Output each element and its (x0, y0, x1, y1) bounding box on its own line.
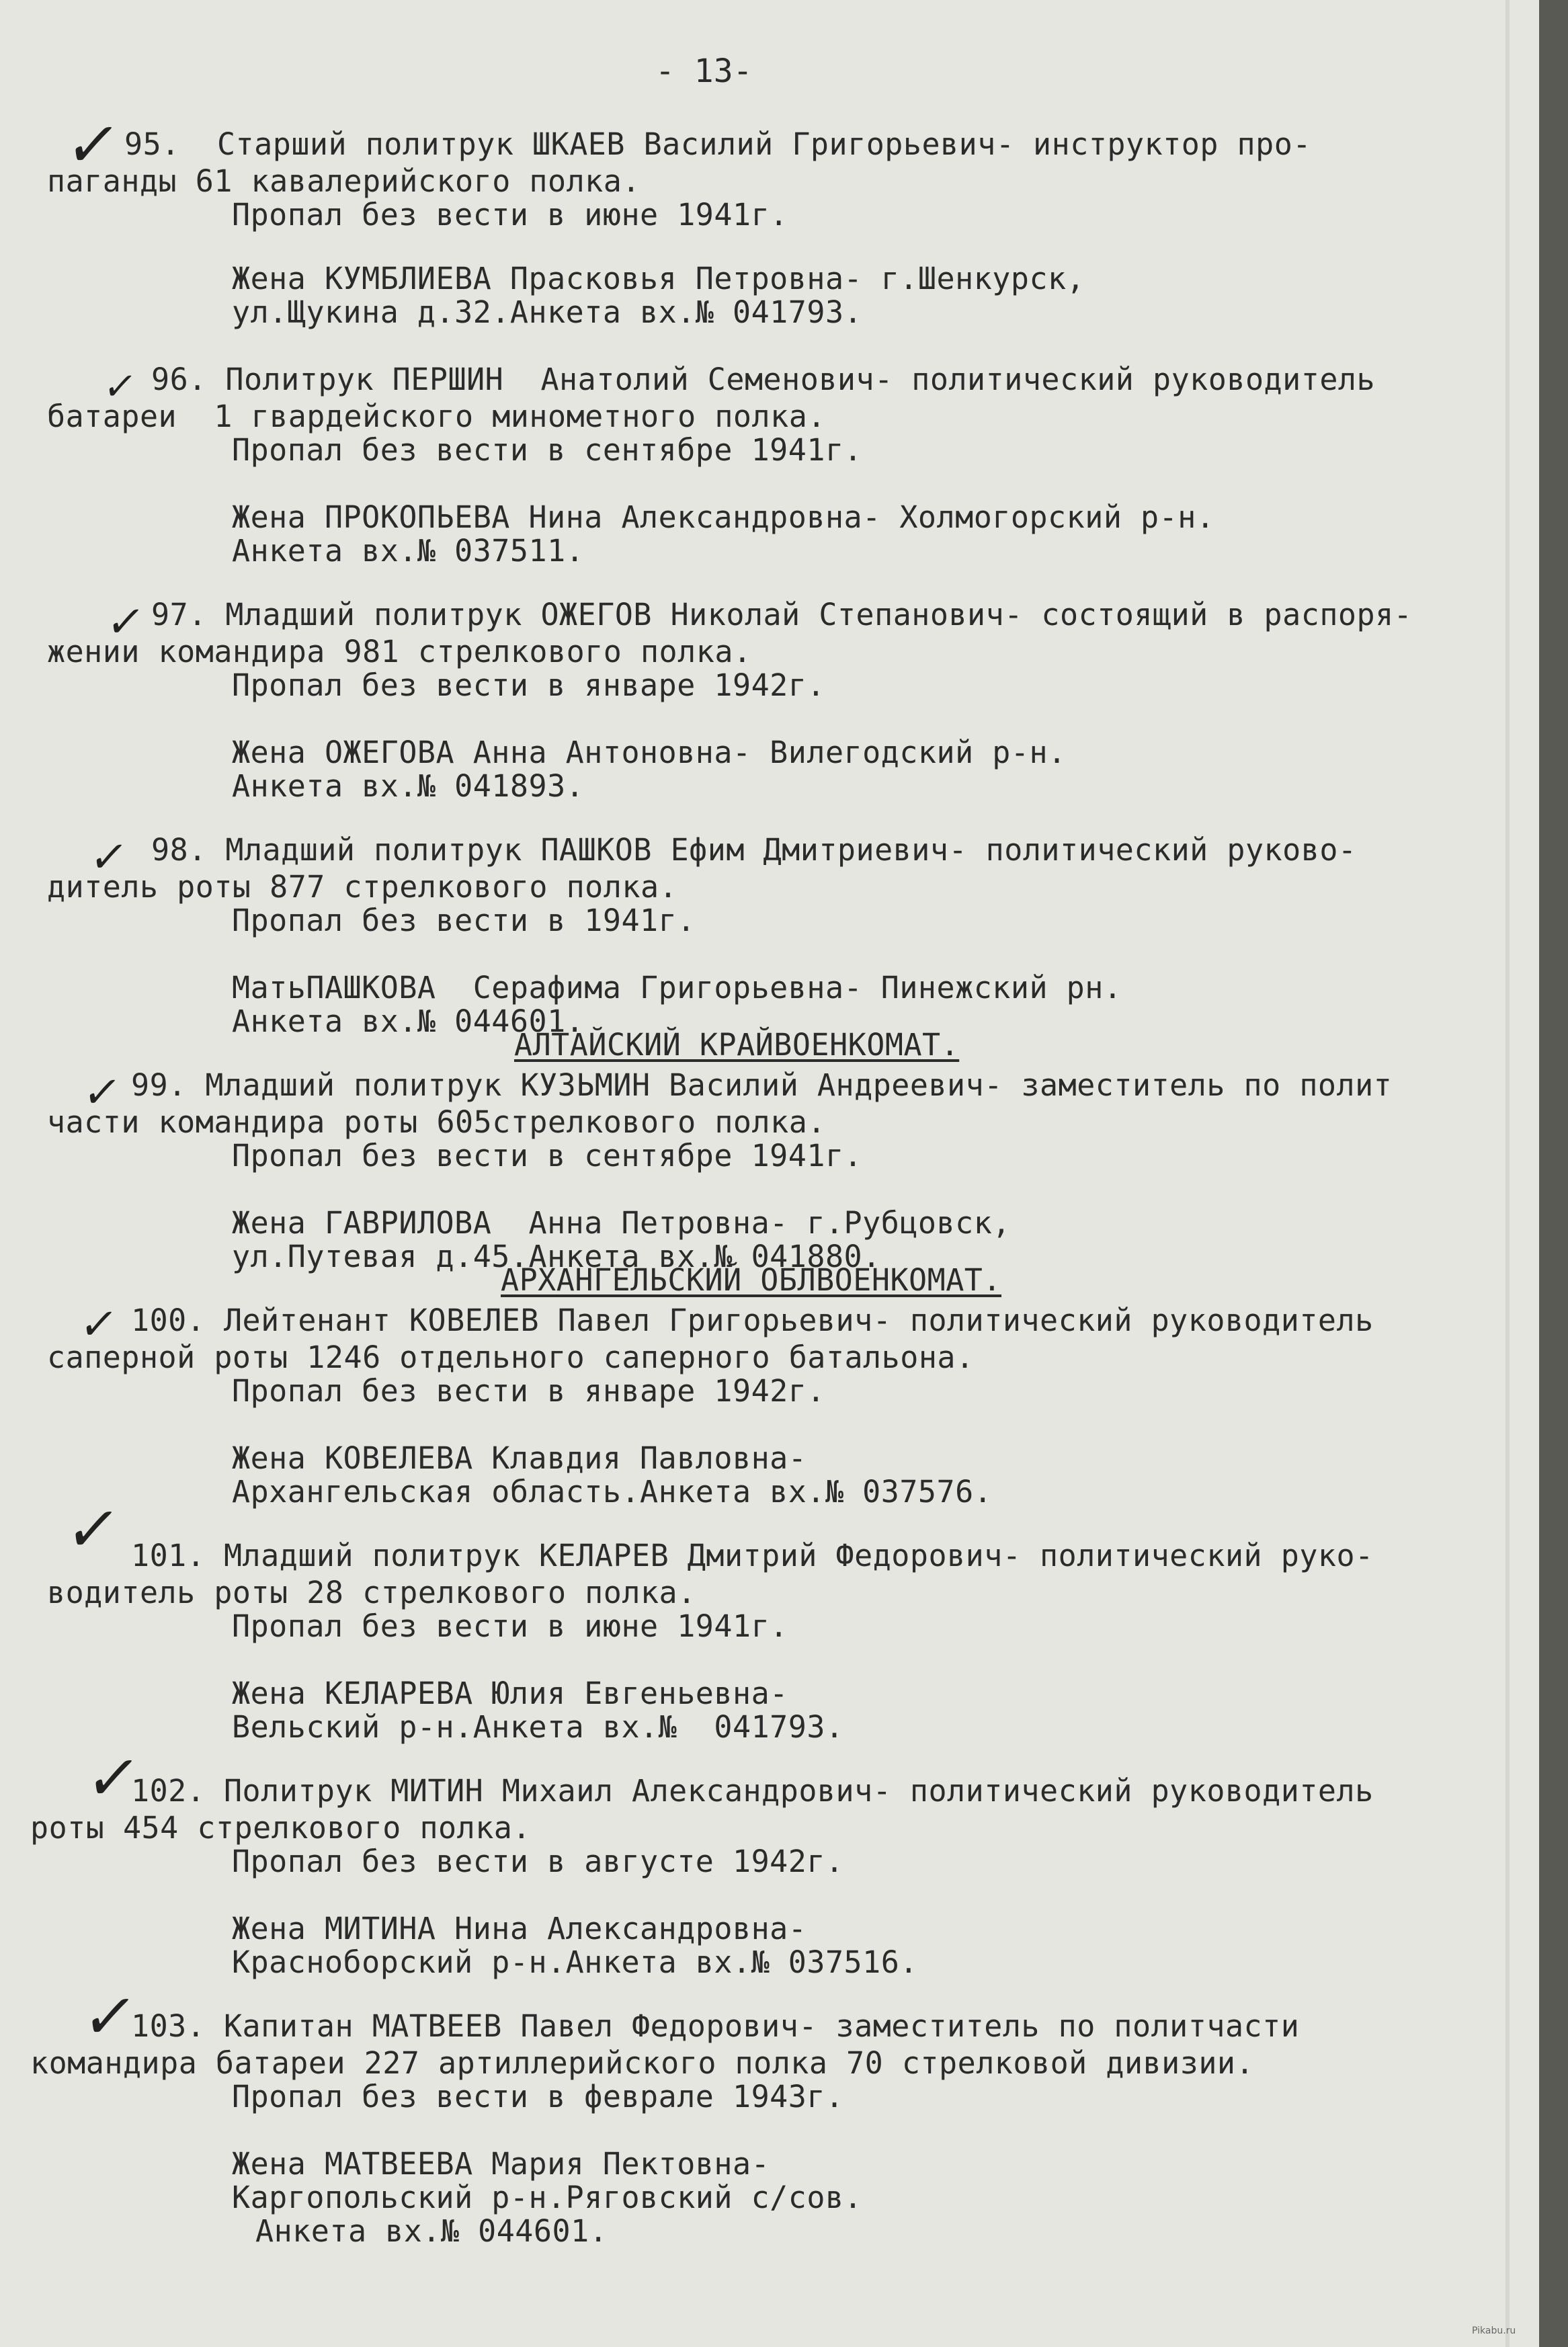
entry-103-kin-2: Каргопольский р-н.Ряговский с/сов. (232, 2180, 863, 2215)
entry-101-line-2: водитель роты 28 стрелкового полка. (47, 1575, 696, 1610)
section-heading-altai: АЛТАЙСКИЙ КРАЙВОЕНКОМАТ. (514, 1027, 960, 1063)
page-fold-shadow (1505, 0, 1510, 2347)
entry-99-kin-1: Жена ГАВРИЛОВА Анна Петровна- г.Рубцовск, (232, 1205, 1011, 1241)
check-mark-100: ✓ (76, 1300, 122, 1350)
entry-100-line-1: 100. Лейтенант КОВЕЛЕВ Павел Григорьевич- политический руководитель (131, 1303, 1374, 1338)
check-mark-99: ✓ (79, 1068, 125, 1118)
entry-99-line-2: части командира роты 605стрелкового полка. (47, 1104, 826, 1140)
entry-96-kin-2: Анкета вх.№ 037511. (232, 533, 585, 569)
entry-98-line-1: 98. Младший политрук ПАШКОВ Ефим Дмитриевич- политический руково- (151, 832, 1357, 868)
entry-99-line-1: 99. Младший политрук КУЗЬМИН Василий Андреевич- заместитель по полит (131, 1067, 1393, 1103)
entry-95-kin-1: Жена КУМБЛИЕВА Прасковья Петровна- г.Шенкурск, (232, 261, 1085, 296)
entry-101-line-1: 101. Младший политрук КЕЛАРЕВ Дмитрий Федорович- политический руко- (131, 1538, 1374, 1573)
entry-96-line-2: батареи 1 гвардейского минометного полка. (47, 399, 826, 434)
entry-96-status: Пропал без вести в сентябре 1941г. (232, 432, 863, 468)
footer-watermark: Pikabu.ru (1472, 2325, 1516, 2336)
entry-103-line-1: 103. Капитан МАТВЕЕВ Павел Федорович- заместитель по политчасти (131, 2008, 1300, 2044)
entry-97-status: Пропал без вести в январе 1942г. (232, 667, 825, 703)
entry-102-line-1: 102. Политрук МИТИН Михаил Александрович- политический руководитель (131, 1773, 1374, 1809)
page-number: - 13- (655, 52, 753, 90)
entry-99-status: Пропал без вести в сентябре 1941г. (232, 1138, 863, 1174)
section-heading-arkhangelsk: АРХАНГЕЛЬСКИЙ ОБЛВОЕНКОМАТ. (501, 1262, 1001, 1298)
entry-100-kin-1: Жена КОВЕЛЕВА Клавдия Павловна- (232, 1440, 807, 1476)
entry-102-kin-2: Красноборский р-н.Анкета вх.№ 037516. (232, 1944, 918, 1980)
check-mark-103: ✓ (77, 1981, 142, 2053)
entry-102-kin-1: Жена МИТИНА Нина Александровна- (232, 1911, 807, 1946)
check-mark-95: ✓ (60, 109, 126, 181)
entry-100-kin-2: Архангельская область.Анкета вх.№ 037576. (232, 1474, 993, 1510)
entry-96-kin-1: Жена ПРОКОПЬЕВА Нина Александровна- Холмогорский р-н. (232, 499, 1215, 535)
entry-95-status: Пропал без вести в июне 1941г. (232, 197, 788, 233)
entry-98-line-2: дитель роты 877 стрелкового полка. (47, 869, 678, 905)
entry-102-line-2: роты 454 стрелкового полка. (30, 1810, 531, 1846)
entry-97-line-2: жении командира 981 стрелкового полка. (47, 634, 752, 669)
entry-99-kin-2: ул.Путевая д.45.Анкета вх.№ 041880. (232, 1239, 881, 1274)
check-mark-98: ✓ (86, 833, 132, 882)
check-mark-101: ✓ (60, 1493, 126, 1565)
entry-95-kin-2: ул.Щукина д.32.Анкета вх.№ 041793. (232, 294, 863, 330)
entry-101-kin-2: Вельский р-н.Анкета вх.№ 041793. (232, 1709, 844, 1745)
check-mark-102: ✓ (81, 1742, 146, 1814)
entry-100-status: Пропал без вести в январе 1942г. (232, 1373, 825, 1409)
entry-101-status: Пропал без вести в июне 1941г. (232, 1608, 788, 1644)
entry-95-line-1: 95. Старший политрук ШКАЕВ Василий Григорьевич- инструктор про- (124, 126, 1311, 162)
entry-98-kin-1: МатьПАШКОВА Серафима Григорьевна- Пинежский рн. (232, 970, 1122, 1005)
entry-100-line-2: саперной роты 1246 отдельного саперного батальона. (47, 1340, 975, 1375)
entry-98-status: Пропал без вести в 1941г. (232, 903, 696, 938)
entry-98-kin-2: Анкета вх.№ 044601. (232, 1003, 585, 1039)
entry-97-kin-1: Жена ОЖЕГОВА Анна Антоновна- Вилегодский р-н. (232, 735, 1067, 770)
check-mark-96: ✓ (100, 365, 140, 409)
entry-103-line-2: командира батареи 227 артиллерийского полка 70 стрелковой дивизии. (30, 2045, 1255, 2081)
check-mark-97: ✓ (103, 598, 149, 647)
entry-103-kin-3: Анкета вх.№ 044601. (255, 2213, 608, 2249)
entry-95-line-2: паганды 61 кавалерийского полка. (47, 163, 641, 199)
entry-96-line-1: 96. Политрук ПЕРШИН Анатолий Семенович- политический руководитель (151, 362, 1376, 397)
entry-103-status: Пропал без вести в феврале 1943г. (232, 2079, 844, 2114)
entry-102-status: Пропал без вести в августе 1942г. (232, 1844, 844, 1879)
entry-97-line-1: 97. Младший политрук ОЖЕГОВ Николай Степанович- состоящий в распоря- (151, 597, 1413, 632)
entry-101-kin-1: Жена КЕЛАРЕВА Юлия Евгеньевна- (232, 1676, 788, 1711)
entry-103-kin-1: Жена МАТВЕЕВА Мария Пектовна- (232, 2146, 770, 2182)
entry-97-kin-2: Анкета вх.№ 041893. (232, 768, 585, 804)
